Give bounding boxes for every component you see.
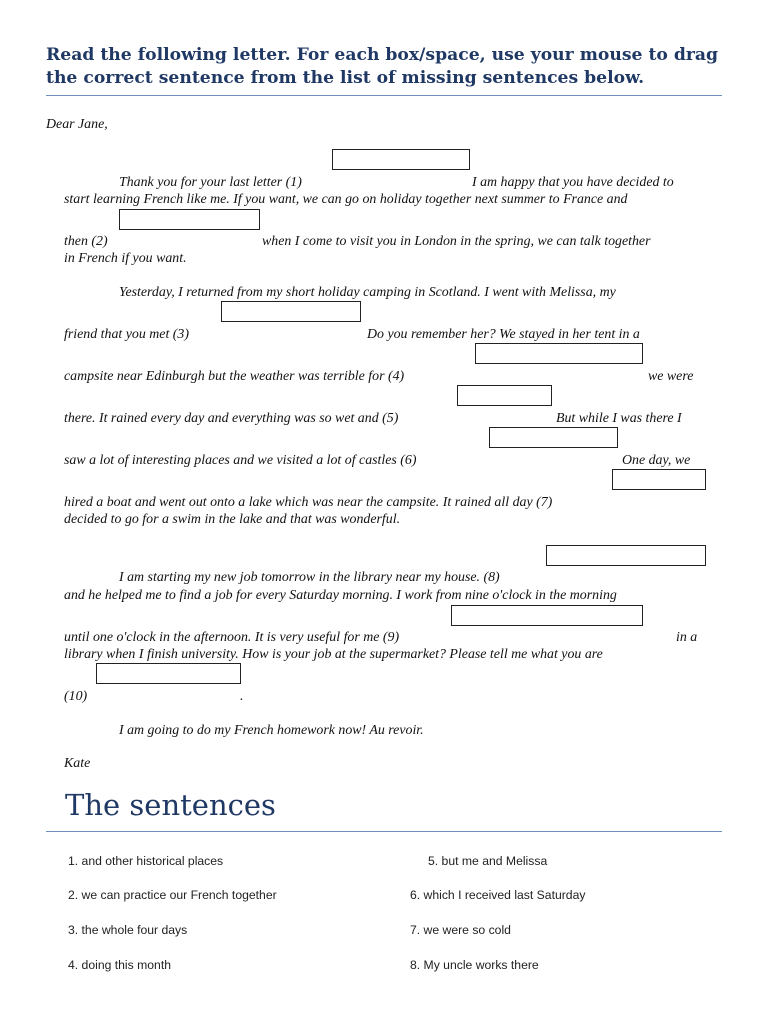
- sentence-2[interactable]: 2. we can practice our French together: [68, 888, 277, 902]
- drop-box-4[interactable]: [475, 343, 643, 364]
- sentence-4[interactable]: 4. doing this month: [68, 958, 171, 972]
- letter-line: Do you remember her? We stayed in her tent in a: [367, 327, 640, 342]
- letter-line: I am starting my new job tomorrow in the library near my house. (8): [119, 570, 500, 585]
- sentences-heading: The sentences: [65, 788, 276, 822]
- drop-box-3[interactable]: [221, 301, 361, 322]
- letter-line: Yesterday, I returned from my short holiday camping in Scotland. I went with Melissa, my: [119, 285, 616, 300]
- letter-line: saw a lot of interesting places and we visited a lot of castles (6): [64, 453, 417, 468]
- letter-line: I am happy that you have decided to: [472, 175, 674, 190]
- letter-line: start learning French like me. If you want, we can go on holiday together next summer to France and: [64, 192, 628, 207]
- instructions: Read the following letter. For each box/space, use your mouse to drag the correct sentence from the list of missing sentences below.: [46, 45, 719, 88]
- letter-line: campsite near Edinburgh but the weather was terrible for (4): [64, 369, 405, 384]
- sentence-6[interactable]: 6. which I received last Saturday: [410, 888, 586, 902]
- drop-box-10[interactable]: [96, 663, 241, 684]
- letter-line: friend that you met (3): [64, 327, 189, 342]
- letter-line: hired a boat and went out onto a lake which was near the campsite. It rained all day (7): [64, 495, 553, 510]
- sentence-1[interactable]: 1. and other historical places: [68, 854, 224, 868]
- divider: [46, 831, 722, 832]
- drop-box-1[interactable]: [332, 149, 470, 170]
- letter-line: library when I finish university. How is your job at the supermarket? Please tell me what you are: [64, 647, 603, 662]
- letter-line: we were: [648, 369, 694, 384]
- drop-box-8[interactable]: [546, 545, 706, 566]
- letter-line: in a: [676, 630, 698, 645]
- drop-box-6[interactable]: [489, 427, 618, 448]
- letter-line: there. It rained every day and everything was so wet and (5): [64, 411, 399, 426]
- letter-line: decided to go for a swim in the lake and that was wonderful.: [64, 512, 401, 527]
- drop-box-5[interactable]: [457, 385, 552, 406]
- drop-box-7[interactable]: [612, 469, 706, 490]
- sentence-8[interactable]: 8. My uncle works there: [410, 958, 539, 972]
- letter-line: until one o'clock in the afternoon. It is very useful for me (9): [64, 630, 400, 645]
- sentence-5[interactable]: 5. but me and Melissa: [428, 854, 548, 868]
- closing: I am going to do my French homework now! Au revoir.: [119, 723, 424, 738]
- letter-line: But while I was there I: [556, 411, 682, 426]
- letter-line: and he helped me to find a job for every Saturday morning. I work from nine o'clock in the morning: [64, 588, 617, 603]
- letter-line: then (2): [64, 234, 108, 249]
- letter-line: .: [240, 689, 244, 704]
- sentence-7[interactable]: 7. we were so cold: [410, 923, 511, 937]
- letter-line: One day, we: [622, 453, 691, 468]
- salutation: Dear Jane,: [46, 117, 108, 132]
- letter-line: Thank you for your last letter (1): [119, 175, 302, 190]
- letter-line: in French if you want.: [64, 251, 187, 266]
- divider: [46, 95, 722, 96]
- letter-line: (10): [64, 689, 88, 704]
- letter-line: when I come to visit you in London in the spring, we can talk together: [262, 234, 651, 249]
- sentence-3[interactable]: 3. the whole four days: [68, 923, 188, 937]
- signature: Kate: [64, 756, 91, 771]
- drop-box-2[interactable]: [119, 209, 260, 230]
- drop-box-9[interactable]: [451, 605, 643, 626]
